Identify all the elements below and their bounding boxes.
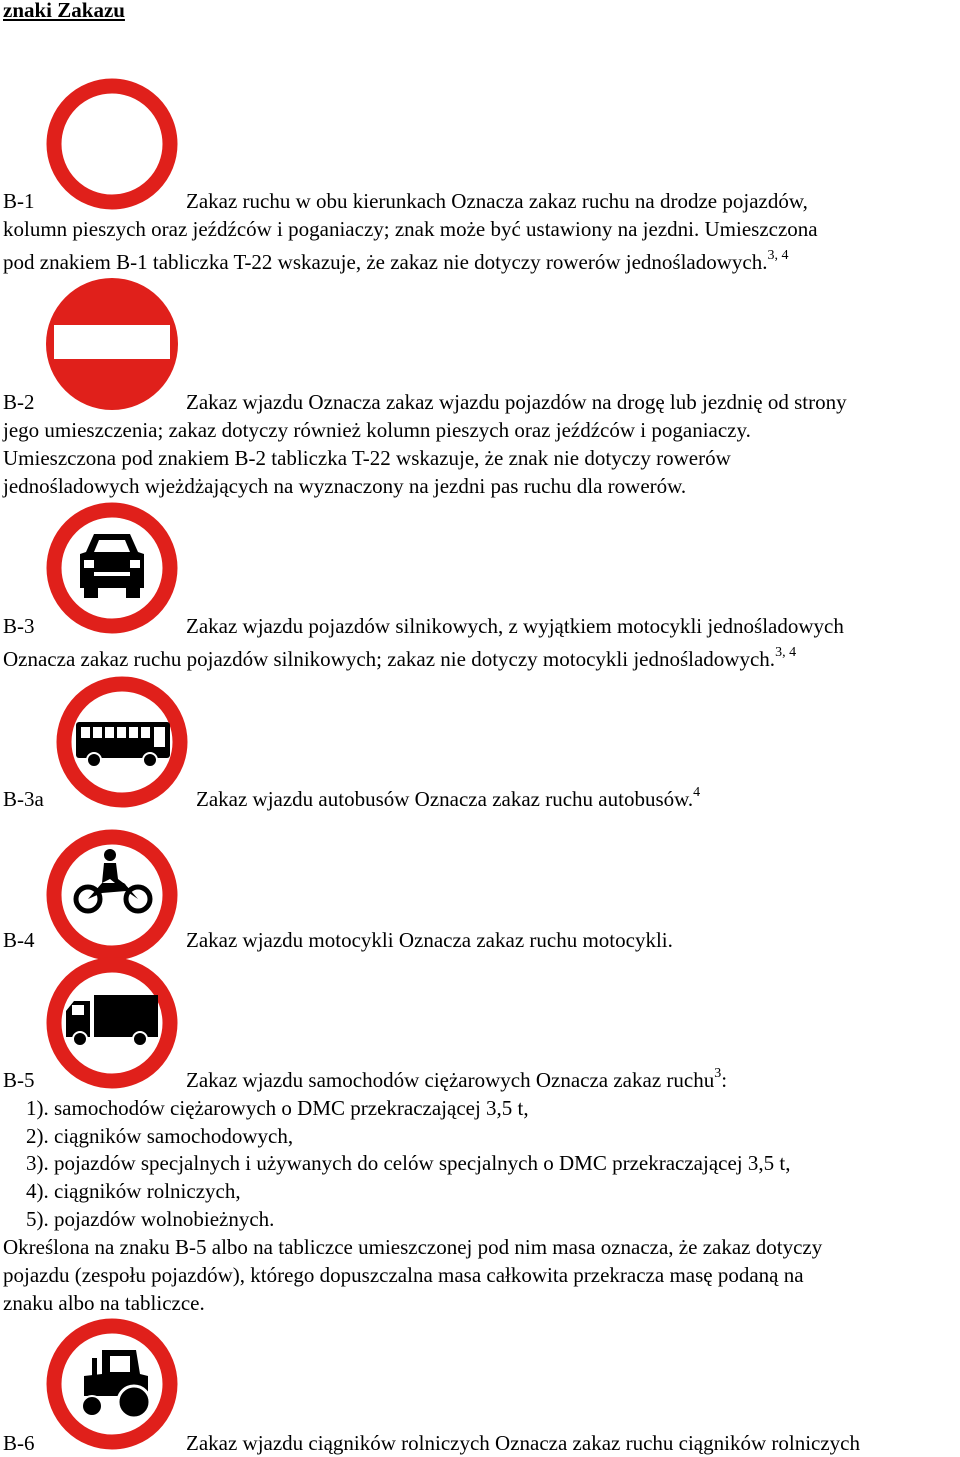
page-title: znaki Zakazu xyxy=(3,0,125,22)
footnote-ref: 3, 4 xyxy=(775,645,797,660)
sign-description-line: Umieszczona pod znakiem B-2 tabliczka T-22 wskazuje, że znak nie dotyczy rowerów xyxy=(3,446,731,470)
list-item: 4). ciągników rolniczych, xyxy=(26,1179,241,1203)
list-item: 1). samochodów ciężarowych o DMC przekraczającej 3,5 t, xyxy=(26,1096,529,1120)
sign-description-line: Oznacza zakaz ruchu pojazdów silnikowych; zakaz nie dotyczy motocykli jednośladowych.$^{3, 4}$ xyxy=(3,645,797,671)
no-motor-vehicles-sign-icon xyxy=(44,500,180,636)
sign-title: Zakaz wjazdu pojazdów silnikowych, z wyjątkiem motocykli jednośladowych xyxy=(186,614,844,638)
footnote-ref: 3 xyxy=(714,1066,722,1081)
sign-code: B-2 xyxy=(3,390,35,414)
sign-description-line: kolumn pieszych oraz jeźdźców i poganiaczy; znak może być ustawiony na jezdni. Umieszczona xyxy=(3,217,818,241)
list-item: 3). pojazdów specjalnych i używanych do celów specjalnych o DMC przekraczającej 3,5 t, xyxy=(26,1151,791,1175)
list-item: 2). ciągników samochodowych, xyxy=(26,1124,294,1148)
sign-description-line: jego umieszczenia; zakaz dotyczy również kolumn pieszych oraz jeźdźców i poganiaczy. xyxy=(3,418,751,442)
sign-title: Zakaz wjazdu motocykli Oznacza zakaz ruchu motocykli. xyxy=(186,928,673,952)
footnote-ref: 4 xyxy=(693,785,701,800)
sign-description-line: znaku albo na tabliczce. xyxy=(3,1291,205,1315)
sign-code: B-1 xyxy=(3,189,35,213)
sign-code: B-3a xyxy=(3,787,44,811)
sign-title: Zakaz wjazdu Oznacza zakaz wjazdu pojazdów na drogę lub jezdnię od strony xyxy=(186,390,847,414)
no-motorcycles-sign-icon xyxy=(44,827,180,963)
footnote-ref: 3, 4 xyxy=(767,248,789,263)
no-buses-sign-icon xyxy=(54,674,190,810)
sign-description-line: pojazdu (zespołu pojazdów), którego dopuszczalna masa całkowita przekracza masę podaną na xyxy=(3,1263,804,1287)
no-trucks-sign-icon xyxy=(44,955,180,1091)
list-item: 5). pojazdów wolnobieżnych. xyxy=(26,1207,275,1231)
sign-title: Zakaz wjazdu ciągników rolniczych Oznacza zakaz ruchu ciągników rolniczych xyxy=(186,1431,860,1455)
sign-title: Zakaz wjazdu autobusów Oznacza zakaz ruchu autobusów.$^4$ xyxy=(196,785,701,811)
no-vehicles-sign-icon xyxy=(44,76,180,212)
sign-code: B-4 xyxy=(3,928,35,952)
sign-code: B-5 xyxy=(3,1068,35,1092)
sign-description-line: Określona na znaku B-5 albo na tabliczce umieszczonej pod nim masa oznacza, że zakaz dotyczy xyxy=(3,1235,823,1259)
no-tractors-sign-icon xyxy=(44,1316,180,1452)
sign-title: Zakaz wjazdu samochodów ciężarowych Oznacza zakaz ruchu$^3$: xyxy=(186,1066,728,1092)
sign-code: B-3 xyxy=(3,614,35,638)
sign-description-line: jednośladowych wjeżdżających na wyznaczony na jezdni pas ruchu dla rowerów. xyxy=(3,474,687,498)
no-entry-sign-icon xyxy=(44,276,180,412)
sign-title: Zakaz ruchu w obu kierunkach Oznacza zakaz ruchu na drodze pojazdów, xyxy=(186,189,808,213)
sign-code: B-6 xyxy=(3,1431,35,1455)
sign-description-line: pod znakiem B-1 tabliczka T-22 wskazuje, że zakaz nie dotyczy rowerów jednośladowych.$^{3, 4}$ xyxy=(3,248,789,274)
